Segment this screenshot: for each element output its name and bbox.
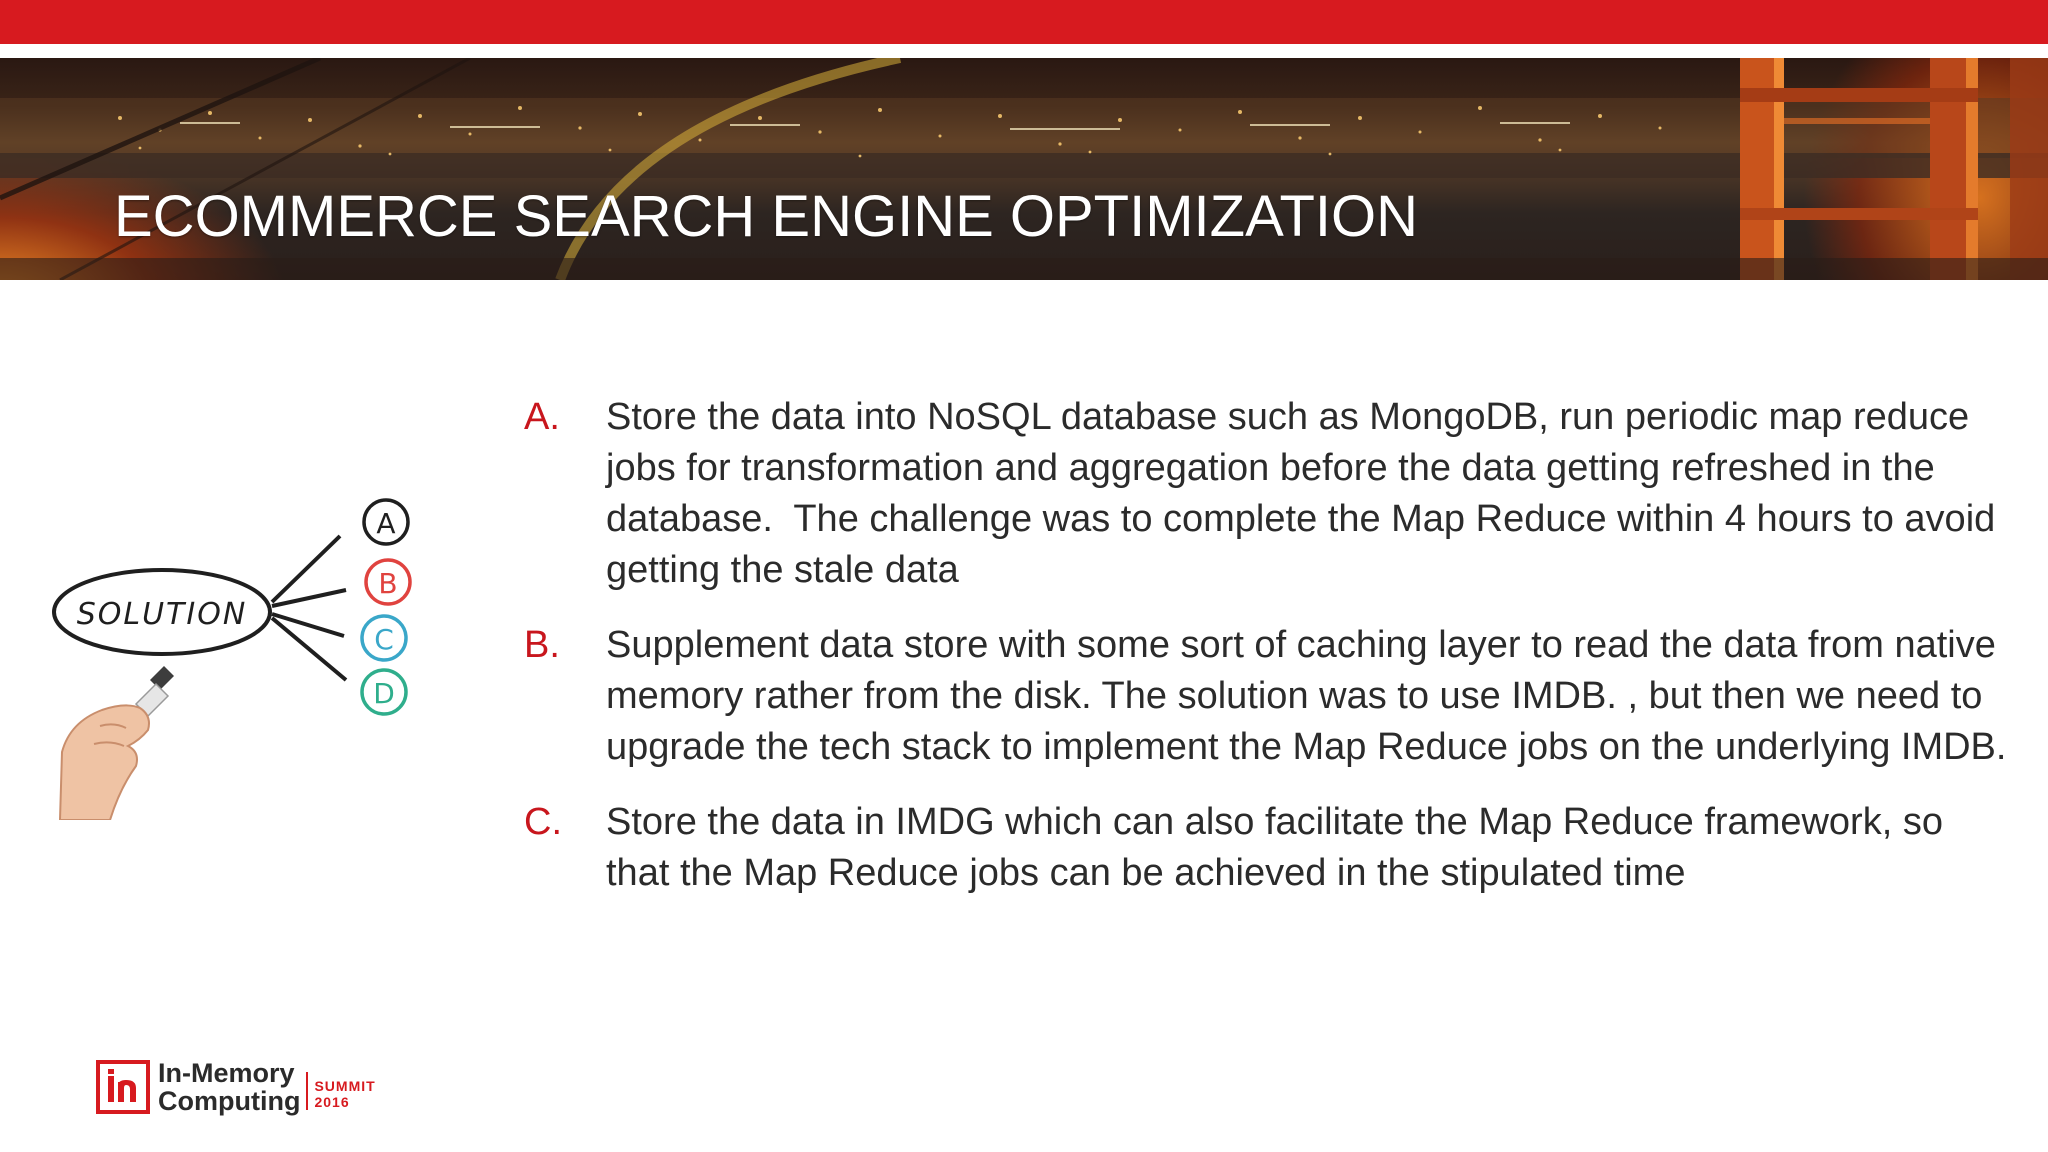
option-item-c bbox=[520, 797, 2010, 899]
slide-title: ECOMMERCE SEARCH ENGINE OPTIMIZATION bbox=[114, 184, 1419, 249]
option-item-a bbox=[520, 392, 2010, 596]
logo-summit-label: SUMMIT bbox=[314, 1078, 376, 1094]
options-list bbox=[520, 392, 2010, 923]
logo-line-1: In-Memory bbox=[158, 1058, 295, 1088]
solution-diagram-illustration bbox=[40, 490, 440, 820]
logo-wordmark bbox=[158, 1059, 300, 1115]
option-letter: A. bbox=[524, 396, 560, 438]
logo-mark-icon bbox=[96, 1060, 150, 1114]
logo-line-2: Computing bbox=[158, 1086, 301, 1116]
in-memory-computing-summit-logo bbox=[96, 1058, 376, 1116]
option-text: Store the data into NoSQL database such as MongoDB, run periodic map reduce jobs for transformation and aggregation before the data getting refreshed in the database. The challenge was to complete the Map Reduce within 4 hours to avoid getting the stale data bbox=[606, 396, 2006, 591]
option-c-circle bbox=[362, 616, 406, 660]
option-letter: C. bbox=[524, 801, 562, 843]
title-banner bbox=[0, 58, 2048, 280]
solution-label: SOLUTION bbox=[76, 597, 248, 632]
logo-divider bbox=[306, 1072, 308, 1110]
hand-with-marker-icon bbox=[60, 666, 174, 820]
top-accent-bar bbox=[0, 0, 2048, 44]
svg-text:A: A bbox=[376, 507, 396, 540]
option-letter: B. bbox=[524, 624, 560, 666]
option-item-b bbox=[520, 620, 2010, 773]
svg-text:C: C bbox=[374, 623, 394, 656]
option-a-circle bbox=[364, 500, 408, 544]
option-text: Store the data in IMDG which can also facilitate the Map Reduce framework, so that the Map Reduce jobs can be achieved in the stipulated time bbox=[606, 801, 1954, 894]
svg-text:B: B bbox=[378, 567, 398, 600]
option-b-circle bbox=[366, 560, 410, 604]
svg-text:D: D bbox=[373, 677, 395, 710]
banner-separator bbox=[0, 44, 2048, 58]
option-text: Supplement data store with some sort of caching layer to read the data from native memory rather from the disk. The solution was to use IMDB. , but then we need to upgrade the tech stack to implement the Map Reduce jobs on the underlying IMDB. bbox=[606, 624, 2007, 768]
logo-year: 2016 bbox=[314, 1094, 350, 1110]
logo-summit-block bbox=[314, 1078, 375, 1110]
option-d-circle bbox=[362, 670, 406, 714]
